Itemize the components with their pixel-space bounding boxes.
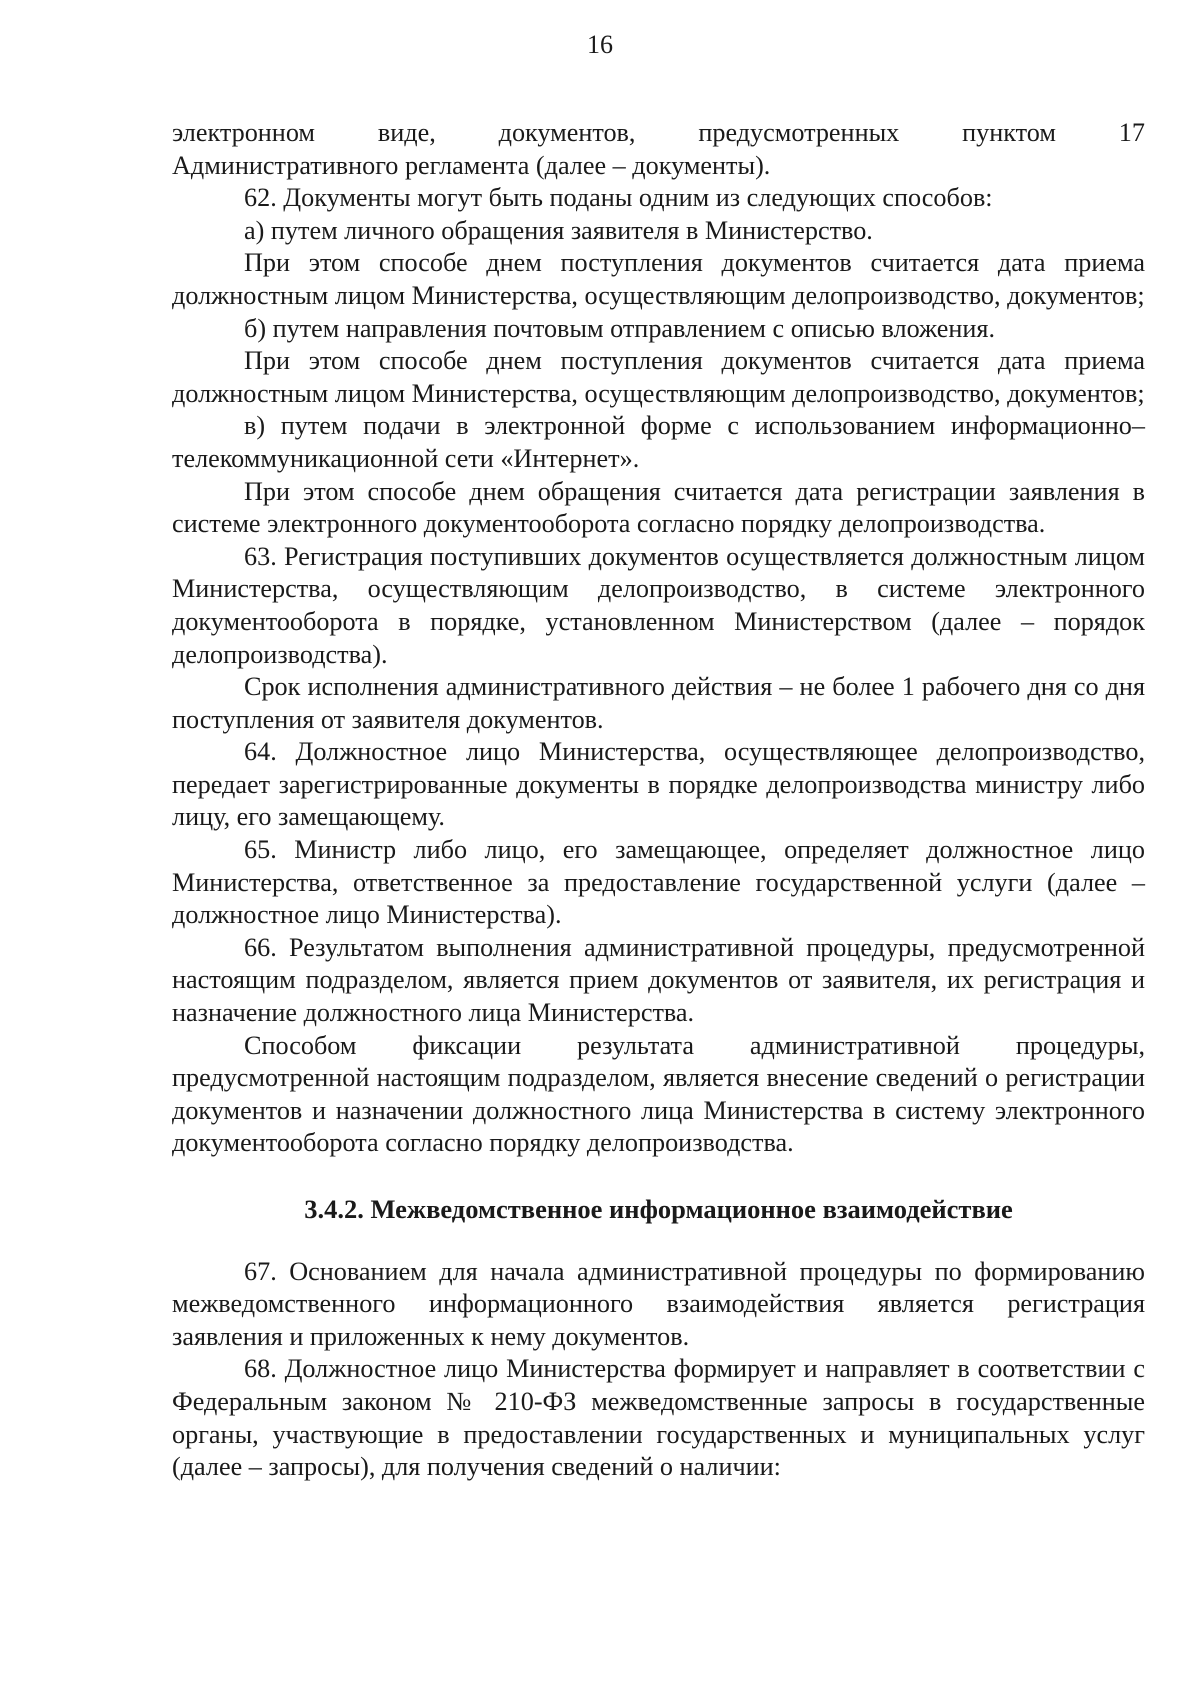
paragraph-65: 65. Министр либо лицо, его замещающее, определяет должностное лицо Министерства, ответственное за предоставление государственной услуги (далее – должностное лицо Министерства). xyxy=(172,835,1145,930)
paragraph-63: 63. Регистрация поступивших документов осуществляется должностным лицом Министерства, осуществляющим делопроизводство, в системе электронного документооборота в порядке, установленном Министерством (далее – порядок делопроизводства). xyxy=(172,541,1145,669)
paragraph-62-b-note: При этом способе днем поступления документов считается дата приема должностным лицом Министерства, осуществляющим делопроизводство, документов; xyxy=(172,346,1145,408)
paragraph-continuation-line: электронном виде, документов, предусмотренных пунктом 17 xyxy=(172,118,1145,147)
paragraph-66-fixation: Способом фиксации результата административной процедуры, предусмотренной настоящим подразделом, является внесение сведений о регистрации документов и назначении должностного лица Министерства в систему электронного документооборота согласно порядку делопроизводства. xyxy=(172,1030,1145,1158)
paragraph-63-deadline: Срок исполнения административного действия – не более 1 рабочего дня со дня поступления от заявителя документов. xyxy=(172,672,1145,734)
paragraph-66: 66. Результатом выполнения административной процедуры, предусмотренной настоящим подразделом, является прием документов от заявителя, их регистрация и назначение должностного лица Министерства. xyxy=(172,932,1145,1028)
paragraph-67: 67. Основанием для начала административной процедуры по формированию межведомственного информационного взаимодействия является регистрация заявления и приложенных к нему документов. xyxy=(172,1256,1145,1351)
paragraph-62-a: а) путем личного обращения заявителя в Министерство. xyxy=(244,215,873,245)
document-body xyxy=(172,117,1145,1484)
page-number: 16 xyxy=(587,30,613,59)
paragraph-62-b: б) путем направления почтовым отправлением с описью вложения. xyxy=(244,313,996,343)
paragraph-62-a-note: При этом способе днем поступления документов считается дата приема должностным лицом Министерства, осуществляющим делопроизводство, документов; xyxy=(172,248,1145,310)
paragraph-68: 68. Должностное лицо Министерства формирует и направляет в соответствии с Федеральным законом № 210-ФЗ межведомственные запросы в государственные органы, участвующие в предоставлении государственных и муниципальных услуг (далее – запросы), для получения сведений о наличии: xyxy=(172,1354,1145,1482)
paragraph-62-v-note: При этом способе днем обращения считается дата регистрации заявления в системе электронного документооборота согласно порядку делопроизводства. xyxy=(172,476,1145,539)
section-heading: 3.4.2. Межведомственное информационное взаимодействие xyxy=(304,1194,1013,1224)
paragraph-62-v: в) путем подачи в электронной форме с использованием информационно–телекоммуникационной сети «Интернет». xyxy=(172,411,1145,473)
paragraph-continuation: Административного регламента (далее – документы). xyxy=(172,150,771,180)
paragraph-64: 64. Должностное лицо Министерства, осуществляющее делопроизводство, передает зарегистрированные документы в порядке делопроизводства министру либо лицу, его замещающему. xyxy=(172,737,1145,832)
paragraph-62: 62. Документы могут быть поданы одним из следующих способов: xyxy=(244,183,993,213)
